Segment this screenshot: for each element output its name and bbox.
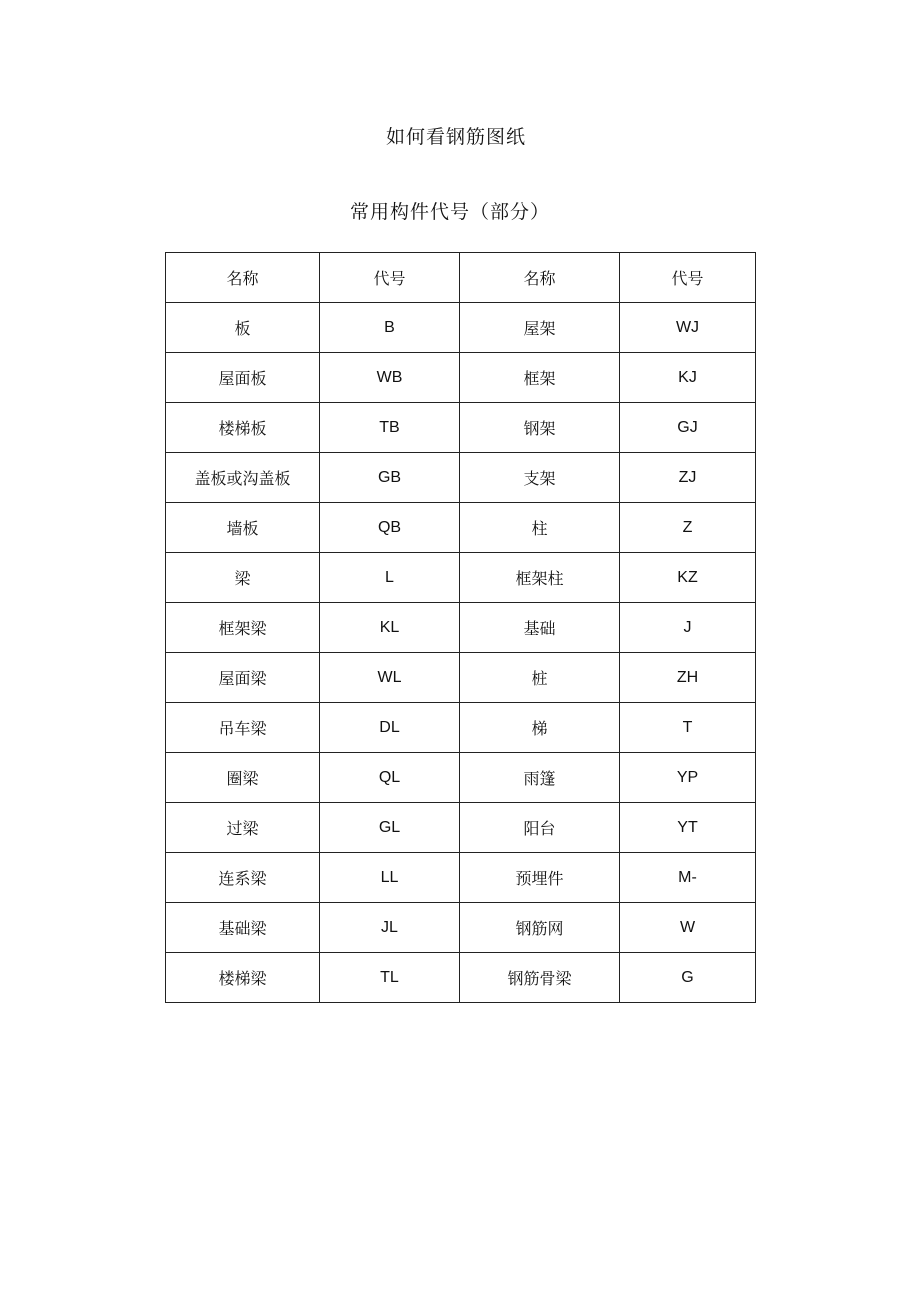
cell-code-2: T [620, 703, 756, 753]
cell-code-2: YP [620, 753, 756, 803]
cell-name-2: 柱 [460, 503, 620, 553]
cell-name-1: 圈梁 [166, 753, 320, 803]
table-row [166, 853, 756, 903]
cell-name-2: 基础 [460, 603, 620, 653]
cell-name-1: 屋面板 [166, 353, 320, 403]
cell-code-1: JL [320, 903, 460, 953]
cell-name-1: 楼梯梁 [166, 953, 320, 1003]
table-row [166, 453, 756, 503]
cell-name-2: 框架 [460, 353, 620, 403]
cell-name-2: 钢筋骨梁 [460, 953, 620, 1003]
cell-name-2: 桩 [460, 653, 620, 703]
table-caption: 常用构件代号（部分） [349, 201, 550, 223]
cell-name-2: 梯 [460, 703, 620, 753]
header-code-1: 代号 [320, 253, 460, 303]
cell-code-2: ZH [620, 653, 756, 703]
cell-code-2: J [620, 603, 756, 653]
cell-code-2: KJ [620, 353, 756, 403]
cell-name-1: 墙板 [166, 503, 320, 553]
cell-code-2: Z [620, 503, 756, 553]
cell-code-2: GJ [620, 403, 756, 453]
cell-code-1: KL [320, 603, 460, 653]
cell-code-1: B [320, 303, 460, 353]
table-row [166, 303, 756, 353]
cell-code-1: TL [320, 953, 460, 1003]
cell-code-1: L [320, 553, 460, 603]
cell-name-2: 雨篷 [460, 753, 620, 803]
cell-code-1: QB [320, 503, 460, 553]
cell-name-2: 预埋件 [460, 853, 620, 903]
table-row [166, 503, 756, 553]
document-title: 如何看钢筋图纸 [385, 126, 526, 148]
cell-code-2: M- [620, 853, 756, 903]
cell-name-1: 过梁 [166, 803, 320, 853]
header-name-1: 名称 [166, 253, 320, 303]
component-code-table [165, 252, 756, 1003]
cell-name-1: 基础梁 [166, 903, 320, 953]
cell-code-1: DL [320, 703, 460, 753]
cell-code-1: WB [320, 353, 460, 403]
table-row [166, 703, 756, 753]
cell-name-1: 吊车梁 [166, 703, 320, 753]
table-row [166, 603, 756, 653]
table-row [166, 903, 756, 953]
table-row [166, 803, 756, 853]
cell-name-2: 钢筋网 [460, 903, 620, 953]
cell-name-1: 屋面梁 [166, 653, 320, 703]
cell-code-2: YT [620, 803, 756, 853]
header-code-2: 代号 [620, 253, 756, 303]
cell-name-2: 阳台 [460, 803, 620, 853]
cell-name-2: 框架柱 [460, 553, 620, 603]
cell-name-1: 盖板或沟盖板 [166, 453, 320, 503]
table-body [166, 253, 756, 1003]
cell-code-2: KZ [620, 553, 756, 603]
table-row [166, 653, 756, 703]
cell-code-2: WJ [620, 303, 756, 353]
table-row [166, 553, 756, 603]
table-row [166, 403, 756, 453]
cell-name-2: 钢架 [460, 403, 620, 453]
cell-code-1: WL [320, 653, 460, 703]
cell-code-1: GL [320, 803, 460, 853]
cell-code-1: TB [320, 403, 460, 453]
cell-name-1: 连系梁 [166, 853, 320, 903]
table-header-row [166, 253, 756, 303]
header-name-2: 名称 [460, 253, 620, 303]
table-row [166, 953, 756, 1003]
cell-code-2: ZJ [620, 453, 756, 503]
table-row [166, 353, 756, 403]
cell-code-1: LL [320, 853, 460, 903]
cell-name-2: 屋架 [460, 303, 620, 353]
cell-code-1: GB [320, 453, 460, 503]
table-row [166, 753, 756, 803]
cell-name-1: 框架梁 [166, 603, 320, 653]
cell-name-1: 梁 [166, 553, 320, 603]
cell-name-1: 板 [166, 303, 320, 353]
cell-name-1: 楼梯板 [166, 403, 320, 453]
cell-code-2: W [620, 903, 756, 953]
cell-code-1: QL [320, 753, 460, 803]
cell-code-2: G [620, 953, 756, 1003]
cell-name-2: 支架 [460, 453, 620, 503]
